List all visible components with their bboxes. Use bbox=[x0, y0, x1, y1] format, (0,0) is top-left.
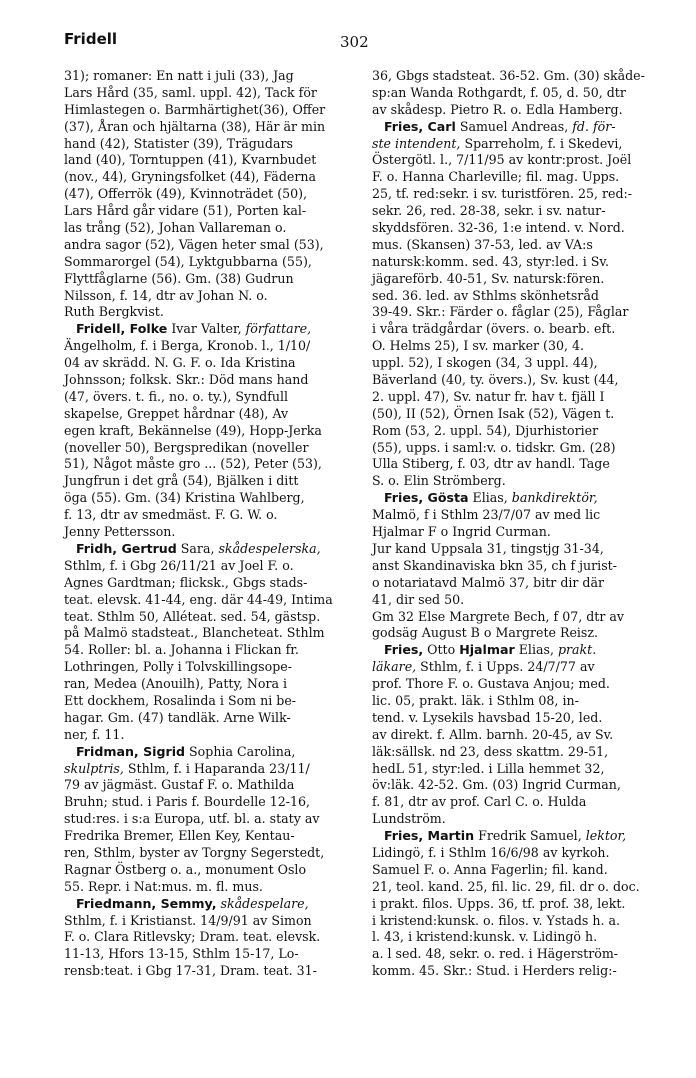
line-text: Gm 32 Else Margrete Bech, f 07, dtr av bbox=[372, 608, 624, 624]
text-line bbox=[64, 237, 364, 254]
text-line bbox=[64, 440, 364, 457]
line-text: öv:läk. 42-52. Gm. (03) Ingrid Curman, bbox=[372, 777, 621, 793]
line-text: Elias, bbox=[468, 490, 512, 506]
line-text: mus. (Skansen) 37-53, led. av VA:s bbox=[372, 236, 593, 252]
text-line bbox=[64, 203, 364, 220]
line-text: 11-13, Hfors 13-15, Sthlm 15-17, Lo- bbox=[64, 946, 299, 962]
line-text: lic. 05, prakt. läk. i Sthlm 08, in- bbox=[372, 692, 579, 708]
line-text: Sthlm, f. i Gbg 26/11/21 av Joel F. o. bbox=[64, 557, 294, 573]
line-text: Malmö, f i Sthlm 23/7/07 av med lic bbox=[372, 507, 601, 523]
text-line bbox=[372, 524, 666, 541]
line-text: Jenny Pettersson. bbox=[64, 524, 176, 540]
entry-heading-line bbox=[64, 321, 364, 338]
line-text: Jur kand Uppsala 31, tingstjg 31-34, bbox=[372, 540, 604, 556]
line-text: sed. 36. led. av Sthlms skönhetsråd bbox=[372, 287, 599, 303]
text-line bbox=[372, 338, 666, 355]
line-text: Lidingö, f. i Sthlm 16/6/98 av kyrkoh. bbox=[372, 844, 610, 860]
entry-name: Fries, Martin bbox=[384, 828, 475, 844]
line-text: 55. Repr. i Nat:mus. m. fl. mus. bbox=[64, 878, 263, 894]
text-line bbox=[64, 490, 364, 507]
entry-name: Fries, Gösta bbox=[384, 490, 469, 506]
line-text: rensb:teat. i Gbg 17-31, Dram. teat. 31- bbox=[64, 963, 317, 979]
right-column bbox=[372, 68, 666, 980]
line-text: 21, teol. kand. 25, fil. lic. 29, fil. dr o. doc. bbox=[372, 878, 640, 894]
text-line bbox=[372, 676, 666, 693]
text-line bbox=[372, 744, 666, 761]
text-line bbox=[64, 220, 364, 237]
text-line bbox=[372, 169, 666, 186]
entry-heading-line bbox=[64, 744, 364, 761]
line-text: komm. 45. Skr.: Stud. i Herders relig:- bbox=[372, 963, 617, 979]
line-text: Bäverland (40, ty. övers.), Sv. kust (44, bbox=[372, 372, 619, 388]
entry-title: läkare, bbox=[372, 659, 417, 675]
line-text: F. o. Clara Ritlevsky; Dram. teat. elevsk. bbox=[64, 929, 321, 945]
line-text: 79 av jägmäst. Gustaf F. o. Mathilda bbox=[64, 777, 295, 793]
line-text: S. o. Elin Strömberg. bbox=[372, 473, 506, 489]
text-line bbox=[64, 693, 364, 710]
text-line bbox=[64, 575, 364, 592]
entry-heading-line bbox=[372, 490, 666, 507]
text-line bbox=[64, 186, 364, 203]
line-text: Flyttfåglarne (56). Gm. (38) Gudrun bbox=[64, 270, 294, 286]
line-text: Ivar Valter, bbox=[167, 321, 246, 337]
line-text: Otto bbox=[423, 642, 460, 658]
text-line bbox=[372, 659, 666, 676]
line-text: Sara, bbox=[176, 540, 219, 556]
line-text: i prakt. filos. Upps. 36, tf. prof. 38, lekt. bbox=[372, 895, 626, 911]
line-text: (55), upps. i saml:v. o. tidskr. Gm. (28) bbox=[372, 439, 616, 455]
text-line bbox=[372, 946, 666, 963]
line-text: Agnes Gardtman; flicksk., Gbgs stads- bbox=[64, 574, 308, 590]
line-text: (50), II (52), Örnen Isak (52), Vägen t. bbox=[372, 405, 615, 421]
line-text: läk:sällsk. nd 23, dess skattm. 29-51, bbox=[372, 743, 609, 759]
line-text: sekr. 26, red. 28-38, sekr. i sv. natur- bbox=[372, 203, 606, 219]
entry-title: fd. för- bbox=[572, 118, 616, 134]
line-text: Sthlm, f. i Kristianst. 14/9/91 av Simon bbox=[64, 912, 312, 928]
text-line bbox=[372, 913, 666, 930]
text-line bbox=[372, 102, 666, 119]
line-text: ran, Medea (Anouilh), Patty, Nora i bbox=[64, 676, 288, 692]
text-line bbox=[64, 592, 364, 609]
line-text: (noveller 50), Bergspredikan (noveller bbox=[64, 439, 309, 455]
text-line bbox=[372, 440, 666, 457]
text-line bbox=[372, 254, 666, 271]
entry-name: Fridh, Gertrud bbox=[76, 540, 177, 556]
text-line bbox=[64, 879, 364, 896]
line-text: Samuel Andreas, bbox=[455, 118, 573, 134]
line-text: Ulla Stiberg, f. 03, dtr av handl. Tage bbox=[372, 456, 610, 472]
text-line bbox=[372, 355, 666, 372]
text-line bbox=[64, 862, 364, 879]
text-line bbox=[372, 879, 666, 896]
text-line bbox=[64, 963, 364, 980]
entry-heading-line bbox=[64, 896, 364, 913]
text-line bbox=[372, 761, 666, 778]
text-line bbox=[372, 929, 666, 946]
text-line bbox=[372, 237, 666, 254]
text-line bbox=[372, 558, 666, 575]
text-line bbox=[64, 811, 364, 828]
entry-title: författare, bbox=[245, 321, 312, 337]
line-text: Nilsson, f. 14, dtr av Johan N. o. bbox=[64, 287, 268, 303]
entry-title: skulptris, bbox=[64, 760, 124, 776]
text-line bbox=[64, 642, 364, 659]
line-text: teat. Sthlm 50, Alléteat. sed. 54, gästsp. bbox=[64, 608, 321, 624]
text-line bbox=[372, 625, 666, 642]
entry-title: skådespelerska, bbox=[218, 540, 321, 556]
line-text: ner, f. 11. bbox=[64, 726, 125, 742]
line-text: Lars Hård går vidare (51), Porten kal- bbox=[64, 203, 307, 219]
entry-title: skådespelare, bbox=[220, 895, 309, 911]
text-line bbox=[64, 507, 364, 524]
line-text: sp:an Wanda Rothgardt, f. 05, d. 50, dtr bbox=[372, 84, 626, 100]
line-text: a. l sed. 48, sekr. o. red. i Hägerström- bbox=[372, 946, 619, 962]
text-line bbox=[372, 727, 666, 744]
line-text: Ängelholm, f. i Berga, Kronob. l., 1/10/ bbox=[64, 338, 311, 354]
entry-name: Fridman, Sigrid bbox=[76, 743, 186, 759]
text-line bbox=[372, 288, 666, 305]
line-text: l. 43, i kristend:kunsk. v. Lidingö h. bbox=[372, 929, 598, 945]
entry-name: Fridell, Folke bbox=[76, 321, 168, 337]
line-text: 51), Något måste gro ... (52), Peter (53), bbox=[64, 456, 322, 472]
text-line bbox=[372, 220, 666, 237]
line-text: Sthlm, f. i Haparanda 23/11/ bbox=[123, 760, 310, 776]
line-text: jägareförb. 40-51, Sv. natursk:fören. bbox=[372, 270, 605, 286]
text-line bbox=[372, 592, 666, 609]
text-line bbox=[64, 152, 364, 169]
line-text: Johnsson; folksk. Skr.: Död mans hand bbox=[64, 372, 309, 388]
line-text: Elias, bbox=[514, 642, 558, 658]
line-text: (47), Offerrök (49), Kvinnoträdet (50), bbox=[64, 186, 308, 202]
line-text: Ruth Bergkvist. bbox=[64, 304, 164, 320]
text-line bbox=[64, 558, 364, 575]
line-text: Samuel F. o. Anna Fagerlin; fil. kand. bbox=[372, 861, 608, 877]
text-line bbox=[372, 271, 666, 288]
line-text: på Malmö stadsteat., Blancheteat. Sthlm bbox=[64, 625, 325, 641]
line-text: Ragnar Östberg o. a., monument Oslo bbox=[64, 861, 307, 877]
entry-title: ste intendent, bbox=[372, 135, 461, 151]
line-text: 25, tf. red:sekr. i sv. turistfören. 25, red:- bbox=[372, 186, 633, 202]
text-line bbox=[64, 625, 364, 642]
text-line bbox=[64, 85, 364, 102]
text-line bbox=[372, 203, 666, 220]
text-line bbox=[64, 389, 364, 406]
text-line bbox=[372, 693, 666, 710]
line-text: 04 av skrädd. N. G. F. o. Ida Kristina bbox=[64, 355, 296, 371]
entry-title: lektor, bbox=[585, 828, 627, 844]
text-line bbox=[64, 102, 364, 119]
line-text: Lundström. bbox=[372, 811, 446, 827]
running-head-name: Fridell bbox=[64, 30, 118, 48]
running-header bbox=[0, 30, 696, 54]
text-line bbox=[64, 845, 364, 862]
text-line bbox=[64, 676, 364, 693]
entry-heading-line bbox=[372, 119, 666, 136]
line-text: Lothringen, Polly i Tolvskillingsope- bbox=[64, 659, 292, 675]
text-line bbox=[64, 456, 364, 473]
line-text: skapelse, Greppet hårdnar (48), Av bbox=[64, 405, 289, 421]
line-text: Sparreholm, f. i Skedevi, bbox=[460, 135, 623, 151]
text-line bbox=[64, 524, 364, 541]
text-line bbox=[372, 777, 666, 794]
text-line bbox=[372, 896, 666, 913]
text-line bbox=[64, 913, 364, 930]
text-line bbox=[372, 609, 666, 626]
text-line bbox=[372, 845, 666, 862]
text-line bbox=[64, 727, 364, 744]
text-line bbox=[64, 288, 364, 305]
line-text: öga (55). Gm. (34) Kristina Wahlberg, bbox=[64, 490, 305, 506]
line-text: Fredrik Samuel, bbox=[474, 828, 586, 844]
line-text: skyddsfören. 32-36, 1:e intend. v. Nord. bbox=[372, 220, 625, 236]
text-line bbox=[372, 423, 666, 440]
line-text: 41, dir sed 50. bbox=[372, 591, 465, 607]
line-text: natursk:komm. sed. 43, styr:led. i Sv. bbox=[372, 253, 609, 269]
entry-name: Hjalmar bbox=[459, 642, 515, 658]
line-text: Sophia Carolina, bbox=[185, 743, 296, 759]
text-line bbox=[372, 575, 666, 592]
line-text: 36, Gbgs stadsteat. 36-52. Gm. (30) skåde- bbox=[372, 68, 645, 83]
line-text: f. 13, dtr av smedmäst. F. G. W. o. bbox=[64, 507, 278, 523]
entry-heading-line bbox=[372, 642, 666, 659]
text-line bbox=[64, 946, 364, 963]
text-line bbox=[64, 473, 364, 490]
text-line bbox=[64, 68, 364, 85]
text-line bbox=[372, 710, 666, 727]
line-text: anst Skandinaviska bkn 35, ch f jurist- bbox=[372, 557, 617, 573]
text-line bbox=[372, 136, 666, 153]
line-text: Sommarorgel (54), Lyktgubbarna (55), bbox=[64, 253, 312, 269]
line-text: (47, övers. t. fi., no. o. ty.), Syndfull bbox=[64, 388, 289, 404]
text-line bbox=[64, 828, 364, 845]
line-text: o notariatavd Malmö 37, bitr dir där bbox=[372, 574, 605, 590]
line-text: av skådesp. Pietro R. o. Edla Hamberg. bbox=[372, 101, 623, 117]
line-text: stud:res. i s:a Europa, utf. bl. a. staty av bbox=[64, 811, 320, 827]
text-line bbox=[64, 406, 364, 423]
text-line bbox=[372, 389, 666, 406]
text-line bbox=[64, 423, 364, 440]
text-line bbox=[372, 304, 666, 321]
text-line bbox=[64, 169, 364, 186]
line-text: Fredrika Bremer, Ellen Key, Kentau- bbox=[64, 828, 295, 844]
text-line bbox=[372, 85, 666, 102]
text-line bbox=[372, 152, 666, 169]
text-line bbox=[64, 338, 364, 355]
text-line bbox=[64, 271, 364, 288]
line-text: i kristend:kunsk. o. filos. v. Ystads h. a. bbox=[372, 912, 621, 928]
text-line bbox=[372, 406, 666, 423]
left-column bbox=[64, 68, 364, 980]
line-text: hedL 51, styr:led. i Lilla hemmet 32, bbox=[372, 760, 605, 776]
line-text: tend. v. Lysekils havsbad 15-20, led. bbox=[372, 709, 603, 725]
text-line bbox=[372, 541, 666, 558]
line-text: land (40), Torntuppen (41), Kvarnbudet bbox=[64, 152, 317, 168]
text-line bbox=[372, 186, 666, 203]
text-line bbox=[64, 304, 364, 321]
text-line bbox=[64, 794, 364, 811]
line-text: uppl. 52), I skogen (34, 3 uppl. 44), bbox=[372, 355, 598, 371]
line-text: Ett dockhem, Rosalinda i Som ni be- bbox=[64, 692, 297, 708]
entry-name: Fries, Carl bbox=[384, 118, 456, 134]
line-text: Östergötl. l., 7/11/95 av kontr:prost. Joël bbox=[372, 152, 632, 168]
line-text: i våra trädgårdar (övers. o. bearb. eft. bbox=[372, 321, 616, 337]
text-line bbox=[372, 811, 666, 828]
line-text: (37), Åran och hjältarna (38), Här är min bbox=[64, 118, 326, 134]
line-text: egen kraft, Bekännelse (49), Hopp-Jerka bbox=[64, 422, 322, 438]
line-text: hagar. Gm. (47) tandläk. Arne Wilk- bbox=[64, 709, 291, 725]
entry-name: Fries, bbox=[384, 642, 424, 658]
line-text: O. Helms 25), I sv. marker (30, 4. bbox=[372, 338, 585, 354]
line-text: F. o. Hanna Charleville; fil. mag. Upps. bbox=[372, 169, 620, 185]
line-text: Himlastegen o. Barmhärtighet(36), Offer bbox=[64, 101, 326, 117]
text-line bbox=[64, 119, 364, 136]
line-text: hand (42), Statister (39), Trägudars bbox=[64, 135, 293, 151]
entry-name: Friedmann, Semmy, bbox=[76, 895, 217, 911]
page-number: 302 bbox=[340, 33, 369, 51]
text-line bbox=[64, 761, 364, 778]
line-text: Hjalmar F o Ingrid Curman. bbox=[372, 524, 551, 540]
text-line bbox=[64, 929, 364, 946]
text-line bbox=[64, 355, 364, 372]
text-line bbox=[64, 710, 364, 727]
line-text: 54. Roller: bl. a. Johanna i Flickan fr. bbox=[64, 642, 299, 658]
line-text: 39-49. Skr.: Färder o. fåglar (25), Fåglar bbox=[372, 304, 629, 320]
entry-title: bankdirektör, bbox=[511, 490, 598, 506]
text-line bbox=[372, 862, 666, 879]
line-text: Bruhn; stud. i Paris f. Bourdelle 12-16, bbox=[64, 794, 311, 810]
entry-title: prakt. bbox=[557, 642, 597, 658]
entry-heading-line bbox=[372, 828, 666, 845]
text-line bbox=[372, 68, 666, 85]
text-line bbox=[64, 372, 364, 389]
text-line bbox=[372, 372, 666, 389]
line-text: Rom (53, 2. uppl. 54), Djurhistorier bbox=[372, 422, 599, 438]
line-text: 2. uppl. 47), Sv. natur fr. hav t. fjäll I bbox=[372, 388, 605, 404]
line-text: 31); romaner: En natt i juli (33), Jag bbox=[64, 68, 294, 83]
text-line bbox=[64, 254, 364, 271]
text-line bbox=[372, 794, 666, 811]
line-text: Sthlm, f. i Upps. 24/7/77 av bbox=[416, 659, 595, 675]
line-text: las trång (52), Johan Vallareman o. bbox=[64, 220, 287, 236]
line-text: av direkt. f. Allm. barnh. 20-45, av Sv. bbox=[372, 726, 614, 742]
text-line bbox=[64, 659, 364, 676]
line-text: godsäg August B o Margrete Reisz. bbox=[372, 625, 599, 641]
text-line bbox=[64, 609, 364, 626]
text-line bbox=[372, 321, 666, 338]
text-line bbox=[372, 456, 666, 473]
text-line bbox=[372, 473, 666, 490]
text-line bbox=[64, 136, 364, 153]
line-text: teat. elevsk. 41-44, eng. där 44-49, Intima bbox=[64, 591, 333, 607]
line-text: ren, Sthlm, byster av Torgny Segerstedt, bbox=[64, 844, 325, 860]
text-line bbox=[64, 777, 364, 794]
entry-heading-line bbox=[64, 541, 364, 558]
line-text: prof. Thore F. o. Gustava Anjou; med. bbox=[372, 676, 610, 692]
line-text: andra sagor (52), Vägen heter smal (53), bbox=[64, 236, 324, 252]
line-text: Jungfrun i det grå (54), Bjälken i ditt bbox=[64, 473, 299, 489]
line-text: (nov., 44), Gryningsfolket (44), Fäderna bbox=[64, 169, 316, 185]
text-line bbox=[372, 963, 666, 980]
text-line bbox=[372, 507, 666, 524]
line-text: Lars Hård (35, saml. uppl. 42), Tack för bbox=[64, 84, 317, 100]
line-text: f. 81, dtr av prof. Carl C. o. Hulda bbox=[372, 794, 587, 810]
